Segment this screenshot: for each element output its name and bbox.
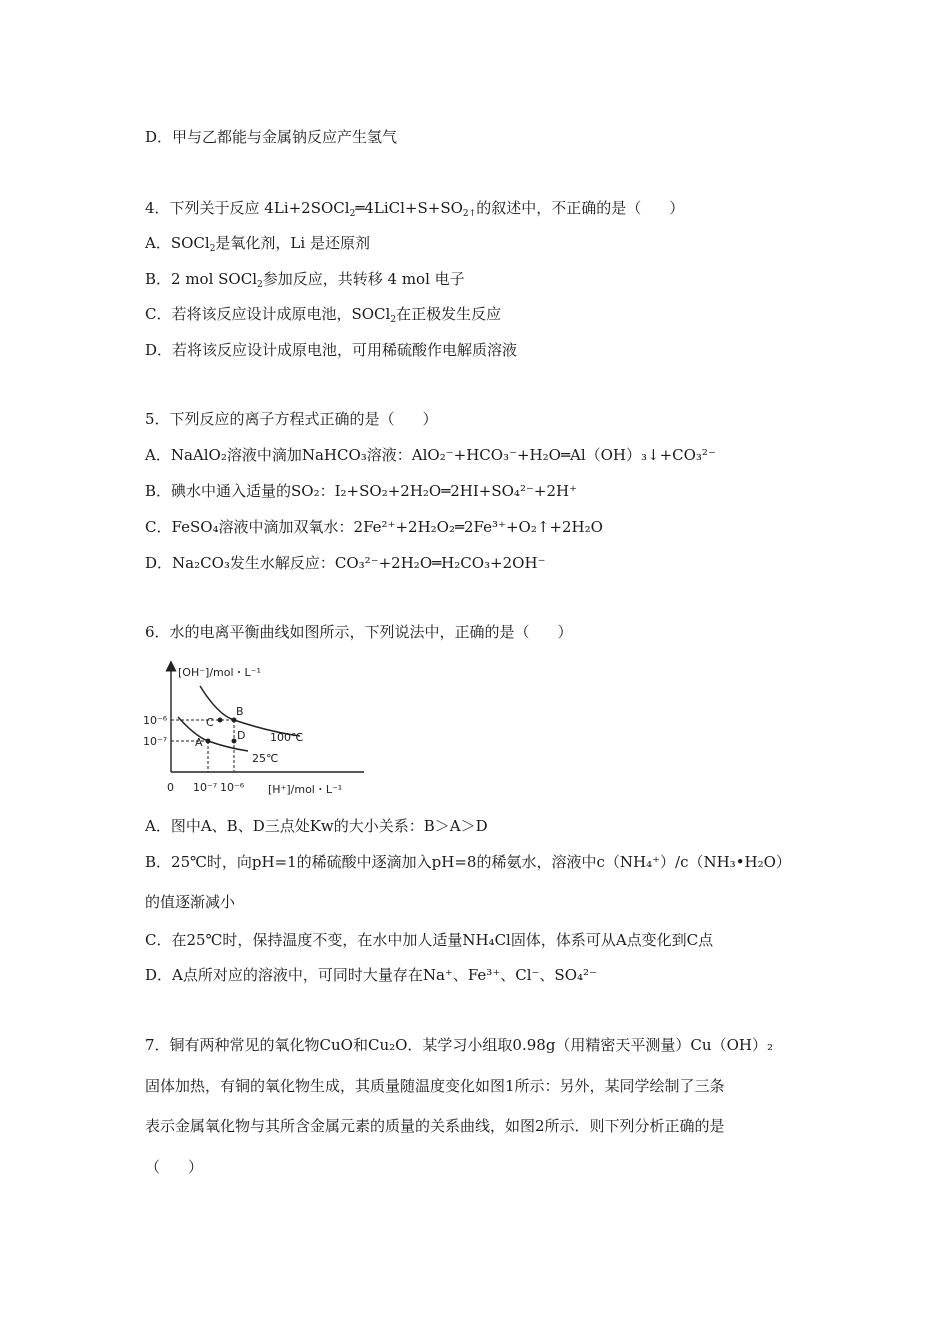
q4-option-text: 是氧化剂，Li 是还原剂 bbox=[215, 234, 370, 252]
y-tick-label: 10⁻⁶ bbox=[143, 714, 168, 727]
q6-option-b-continued: 的值逐渐减小 bbox=[145, 893, 236, 911]
q6-option-b: B．25℃时，向pH=1的稀硫酸中逐滴加入pH=8的稀氨水，溶液中c（NH₄⁺）/c（NH₃•H₂O） bbox=[145, 853, 791, 871]
x-tick-label: 10⁻⁶ bbox=[220, 781, 245, 794]
q4-option-text: C．若将该反应设计成原电池，SOCl bbox=[145, 305, 391, 323]
q4-stem: 4．下列关于反应 $4Li+2SOCl_2═4LiCl+S+SO_{2↑}$的叙述中，不正确的是（ ） bbox=[145, 199, 685, 219]
q5-option-a: A．NaAlO₂溶液中滴加NaHCO₃溶液：AlO₂⁻+HCO₃⁻+H₂O═Al（OH）₃↓+CO₃²⁻ bbox=[145, 446, 716, 464]
q4-option-d: D．若将该反应设计成原电池，可用稀硫酸作电解质溶液 bbox=[145, 341, 518, 359]
y-tick-label: 10⁻⁷ bbox=[143, 735, 168, 748]
x-tick-label: 10⁻⁷ bbox=[193, 781, 218, 794]
point-d-marker bbox=[232, 739, 237, 744]
q4-stem-part: 4．下列关于反应 4Li+2SOCl bbox=[145, 199, 350, 217]
curve-25c-label: 25℃ bbox=[252, 752, 279, 765]
q7-line-1: 7．铜有两种常见的氧化物CuO和Cu₂O．某学习小组取0.98g（用精密天平测量）Cu（OH）₂ bbox=[145, 1036, 773, 1054]
q6-stem bbox=[145, 622, 573, 642]
q4-option-text: 参加反应，共转移 4 mol 电子 bbox=[262, 270, 465, 288]
q6-stem-text: 6．水的电离平衡曲线如图所示，下列说法中，正确的是（ bbox=[145, 623, 530, 641]
y-axis-label: [OH⁻]/mol・L⁻¹ bbox=[178, 666, 261, 679]
q4-option-text: B．2 mol SOCl bbox=[145, 270, 258, 288]
x-tick-label: 0 bbox=[167, 781, 174, 794]
q7-line-4 bbox=[145, 1157, 203, 1177]
point-a-marker bbox=[206, 739, 211, 744]
curve-100c bbox=[200, 686, 300, 736]
equilibrium-curve-plot bbox=[140, 660, 372, 800]
q4-stem-arrow: ↑ bbox=[468, 209, 477, 219]
q5-option-b: B．碘水中通入适量的SO₂：I₂+SO₂+2H₂O═2HI+SO₄²⁻+2H⁺ bbox=[145, 482, 577, 500]
q4-option-text: 在正极发生反应 bbox=[396, 305, 502, 323]
q7-paren-open: （ bbox=[145, 1158, 161, 1176]
q6-option-d: D．A点所对应的溶液中，可同时大量存在Na⁺、Fe³⁺、Cl⁻、SO₄²⁻ bbox=[145, 966, 597, 984]
q7-paren-close: ） bbox=[188, 1158, 204, 1176]
q5-stem-end: ） bbox=[422, 410, 438, 428]
q3-option-d: D．甲与乙都能与金属钠反应产生氢气 bbox=[145, 128, 398, 146]
point-c-marker bbox=[218, 718, 223, 723]
q4-stem-part: 的叙述中，不正确的是（ bbox=[476, 199, 642, 217]
q5-stem bbox=[145, 409, 438, 429]
q4-option-a: A．SOCl$_2$是氧化剂，Li 是还原剂 bbox=[145, 234, 370, 254]
point-b-label: B bbox=[236, 705, 244, 718]
point-c-label: C bbox=[206, 716, 214, 729]
water-ionization-figure bbox=[140, 660, 372, 800]
q5-option-c: C．FeSO₄溶液中滴加双氧水：2Fe²⁺+2H₂O₂═2Fe³⁺+O₂↑+2H₂O bbox=[145, 518, 603, 536]
point-b-marker bbox=[232, 718, 237, 723]
q7-line-3: 表示金属氧化物与其所含金属元素的质量的关系曲线，如图2所示．则下列分析正确的是 bbox=[145, 1117, 725, 1135]
point-d-label: D bbox=[237, 729, 246, 742]
q6-stem-end: ） bbox=[557, 623, 573, 641]
q4-option-b: B．2 mol SOCl$_2$参加反应，共转移 4 mol 电子 bbox=[145, 270, 465, 290]
curve-100c-label: 100℃ bbox=[270, 731, 304, 744]
q5-option-d: D．Na₂CO₃发生水解反应：CO₃²⁻+2H₂O═H₂CO₃+2OH⁻ bbox=[145, 554, 546, 572]
q4-stem-part: ） bbox=[669, 199, 685, 217]
q4-option-c: C．若将该反应设计成原电池，SOCl$_2$在正极发生反应 bbox=[145, 305, 502, 325]
q6-option-a: A．图中A、B、D三点处Kw的大小关系：B＞A＞D bbox=[145, 817, 488, 835]
q6-option-c: C．在25℃时，保持温度不变，在水中加人适量NH₄Cl固体，体系可从A点变化到C点 bbox=[145, 931, 714, 949]
x-axis-label: [H⁺]/mol・L⁻¹ bbox=[268, 783, 343, 796]
q7-line-2: 固体加热，有铜的氧化物生成，其质量随温度变化如图1所示：另外，某同学绘制了三条 bbox=[145, 1077, 725, 1095]
q5-stem-text: 5．下列反应的离子方程式正确的是（ bbox=[145, 410, 395, 428]
q4-option-text: A．SOCl bbox=[145, 234, 210, 252]
q4-stem-part: ═4LiCl+S+SO bbox=[355, 199, 463, 217]
point-a-label: A bbox=[195, 736, 203, 749]
